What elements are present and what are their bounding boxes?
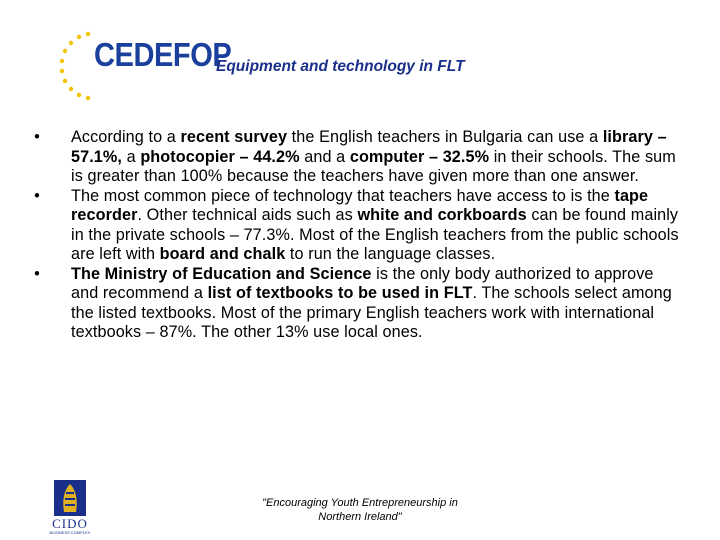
body-text: the English teachers in Bulgaria can use a	[287, 128, 603, 146]
cedefop-logo	[52, 24, 232, 108]
bold-text: library – 57.1%,	[71, 128, 667, 166]
bold-text: The Ministry of Education and Science	[71, 264, 372, 283]
body-text: According to a	[71, 128, 181, 146]
bold-text: recent survey	[180, 128, 288, 146]
body-text: to run the language classes.	[285, 245, 496, 263]
cedefop-logo-text: CEDEFOP	[94, 36, 232, 73]
cido-emblem-icon	[46, 478, 94, 518]
footer-line-1: "Encouraging Youth Entrepreneurship in	[262, 497, 458, 509]
body-text: . Other technical aids such as	[137, 206, 358, 224]
footer-caption	[240, 496, 480, 524]
bullet-list	[30, 128, 680, 343]
body-text: . The schools select among the listed textbooks. Most of the primary English teachers work with international textbooks – 87%. The other 13% use local ones.	[71, 284, 672, 341]
body-text: in their schools. The sum is greater than 100% because the teachers have given more than one answer.	[71, 147, 676, 185]
bold-text: photocopier – 44.2%	[140, 147, 300, 166]
cido-logo	[46, 478, 94, 536]
bullet-dot-icon: •	[34, 128, 40, 146]
bullet-item	[30, 187, 680, 265]
slide-title: Equipment and technology in FLT	[216, 58, 465, 75]
cido-logo-subtext: BUSINESS COMPLEX	[49, 530, 91, 535]
body-text: a	[122, 147, 141, 166]
body-text: can be found mainly in the private schools – 77.3%. Most of the English teachers from the public schools are left with	[71, 206, 679, 263]
bold-text: white and corkboards	[357, 206, 527, 224]
bullet-item	[30, 265, 680, 343]
cido-logo-text: CIDO	[52, 516, 88, 531]
footer-line-2: Northern Ireland"	[318, 511, 402, 523]
bullet-item	[30, 128, 680, 187]
bold-text: board and chalk	[159, 245, 286, 263]
body-text: The most common piece of technology that teachers have access to is the	[71, 186, 615, 205]
body-text: is the only body authorized to approve and recommend a	[71, 264, 654, 302]
bullet-dot-icon: •	[34, 264, 40, 283]
body-text: and a	[299, 147, 350, 166]
bold-text: list of textbooks to be used in FLT	[207, 284, 473, 302]
bullet-dot-icon: •	[34, 186, 40, 205]
bold-text: computer – 32.5%	[349, 147, 490, 166]
bold-text: tape recorder	[71, 186, 649, 224]
